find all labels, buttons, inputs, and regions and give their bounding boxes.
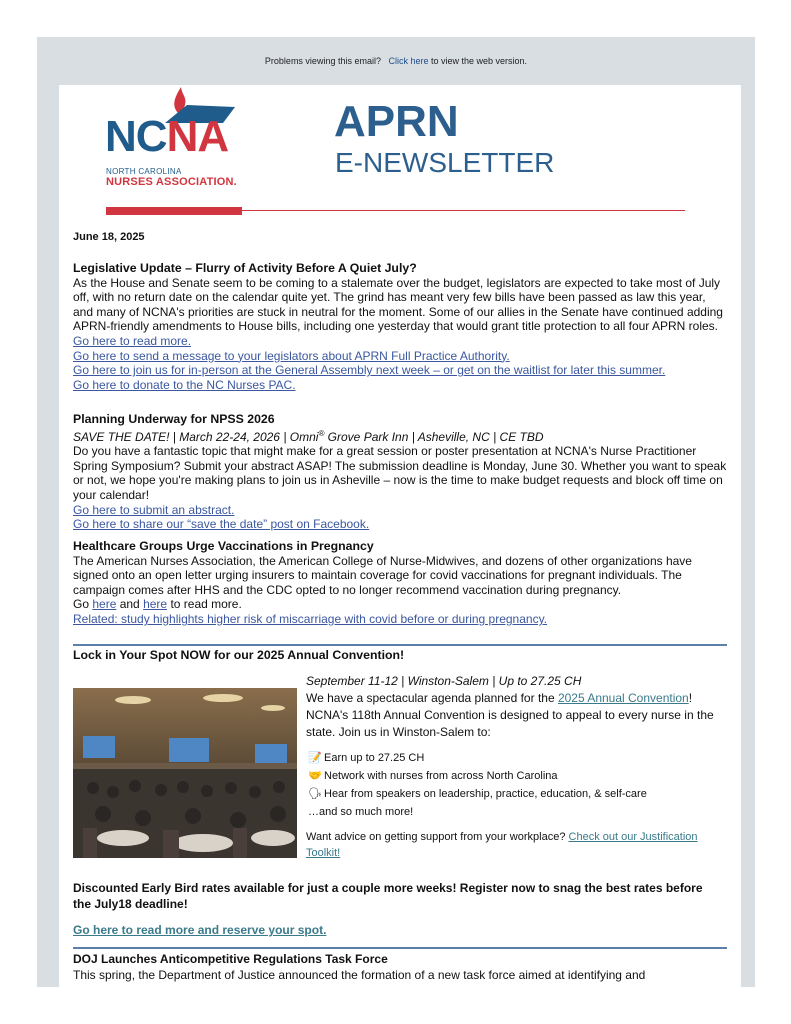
npss-section	[73, 412, 728, 532]
npss-body: Do you have a fantastic topic that might make for a great session or poster presentation at NCNA's Nurse Practitioner Spring Symposium? Submit your abstract ASAP! The submission deadline is Monday, June 30. Whether you want to speak or not, we hope you're making plans to join us in Asheville – now is the time to make budget requests and block off time on your calendar!	[73, 444, 727, 502]
convention-advice: Want advice on getting support from your workplace? Check out our Justification Toolkit!	[306, 831, 698, 859]
legislative-message-link[interactable]: Go here to send a message to your legislators about APRN Full Practice Authority.	[73, 348, 510, 363]
convention-bullet-1: 📝 Earn up to 27.25 CH	[308, 749, 726, 767]
npss-abstract-link[interactable]: Go here to submit an abstract.	[73, 502, 235, 517]
legislative-section	[73, 261, 728, 392]
legislative-join-link[interactable]: Go here to join us for in-person at the General Assembly next week – or get on the waitlist for later this summer.	[73, 363, 666, 378]
logo-state: NORTH CAROLINA	[106, 167, 182, 176]
npss-title: Planning Underway for NPSS 2026	[73, 412, 275, 426]
justification-toolkit-link[interactable]: Check out our Justification Toolkit!	[306, 831, 698, 859]
preheader-suffix: to view the web version.	[431, 56, 528, 66]
convention-title: Lock in Your Spot NOW for our 2025 Annual Convention!	[73, 648, 405, 662]
convention-subtitle: September 11-12 | Winston-Salem | Up to 27.25 CH	[306, 674, 582, 688]
doj-body: This spring, the Department of Justice announced the formation of a new task force aimed at identifying and	[73, 968, 646, 982]
convention-details	[306, 673, 726, 861]
conference-hall-image	[73, 688, 297, 858]
section-divider	[73, 644, 727, 646]
npss-facebook-link[interactable]: Go here to share our “save the date” post on Facebook.	[73, 517, 370, 532]
doj-section	[73, 951, 723, 983]
legislative-title: Legislative Update – Flurry of Activity Before A Quiet July?	[73, 261, 417, 275]
vaccines-here-link-2[interactable]: here	[143, 597, 168, 612]
vaccines-here-link-1[interactable]: here	[92, 597, 117, 612]
legislative-donate-link[interactable]: Go here to donate to the NC Nurses PAC.	[73, 377, 296, 392]
convention-photo	[73, 688, 297, 858]
preheader-bar	[37, 37, 755, 85]
convention-bullet-3: 🗣 Hear from speakers on leadership, practice, education, & self-care	[308, 785, 726, 803]
convention-bullet-2: 🤝 Network with nurses from across North Carolina	[308, 767, 726, 785]
convention-link[interactable]: 2025 Annual Convention	[557, 691, 689, 705]
ncna-logo	[105, 85, 265, 195]
vaccines-read-more: Go here and here to read more.	[73, 597, 242, 612]
masthead-rule	[242, 210, 685, 211]
masthead-title: APRN	[334, 97, 459, 146]
memo-icon: 📝	[308, 752, 322, 764]
convention-more: …and so much more!	[308, 806, 414, 818]
masthead-subtitle: E-NEWSLETTER	[335, 147, 555, 178]
issue-date: June 18, 2025	[73, 231, 145, 243]
logo-wordmark: NCNA	[105, 112, 229, 161]
web-version-link[interactable]: Click here	[388, 56, 429, 66]
vaccines-section	[73, 539, 728, 627]
early-bird-notice: Discounted Early Bird rates available for just a couple more weeks! Register now to snag the best rates before the July18 deadline!	[73, 881, 703, 911]
masthead-rule-accent	[106, 207, 242, 215]
legislative-body: As the House and Senate seem to be coming to a stalemate over the budget, legislators are expected to take most of July off, with no return date on the calendar quite yet. The grind has meant very few bills have been passed as law this year, and many of NCNA's priorities are stuck in neutral for the moment. Some of our allies in the Senate have continued adding APRN-friendly amendments to House bills, including one yesterday that would grant title protection to all four APRN roles.	[73, 275, 723, 334]
convention-intro: We have a spectacular agenda planned for the 2025 Annual Convention! NCNA's 118th Annual Convention is designed to appeal to every nurse in the state. Join us in Winston-Salem to:	[306, 691, 714, 739]
section-divider-2	[73, 947, 727, 949]
doj-title: DOJ Launches Anticompetitive Regulations Task Force	[73, 952, 388, 966]
reserve-spot-link[interactable]: Go here to read more and reserve your spot.	[73, 923, 327, 937]
newsletter-body	[59, 85, 741, 987]
speech-icon: 🗣	[308, 788, 322, 800]
vaccines-body: The American Nurses Association, the American College of Nurse-Midwives, and dozens of other organizations have signed onto an open letter urging insurers to maintain coverage for covid vaccinations for pregnant individuals. The campaign comes after HHS and the CDC opted to no longer recommend vaccination during pregnancy.	[73, 553, 692, 597]
handshake-icon: 🤝	[308, 770, 322, 782]
vaccines-title: Healthcare Groups Urge Vaccinations in Pregnancy	[73, 539, 374, 553]
npss-subtitle: SAVE THE DATE! | March 22-24, 2026 | Omni® Grove Park Inn | Asheville, NC | CE TBD	[73, 428, 544, 444]
legislative-read-more-link[interactable]: Go here to read more.	[73, 333, 192, 348]
preheader-text: Problems viewing this email?	[264, 56, 381, 66]
logo-association: NURSES ASSOCIATION.	[106, 176, 237, 188]
vaccines-related-link[interactable]: Related: study highlights higher risk of miscarriage with covid before or during pregnancy.	[73, 611, 548, 626]
